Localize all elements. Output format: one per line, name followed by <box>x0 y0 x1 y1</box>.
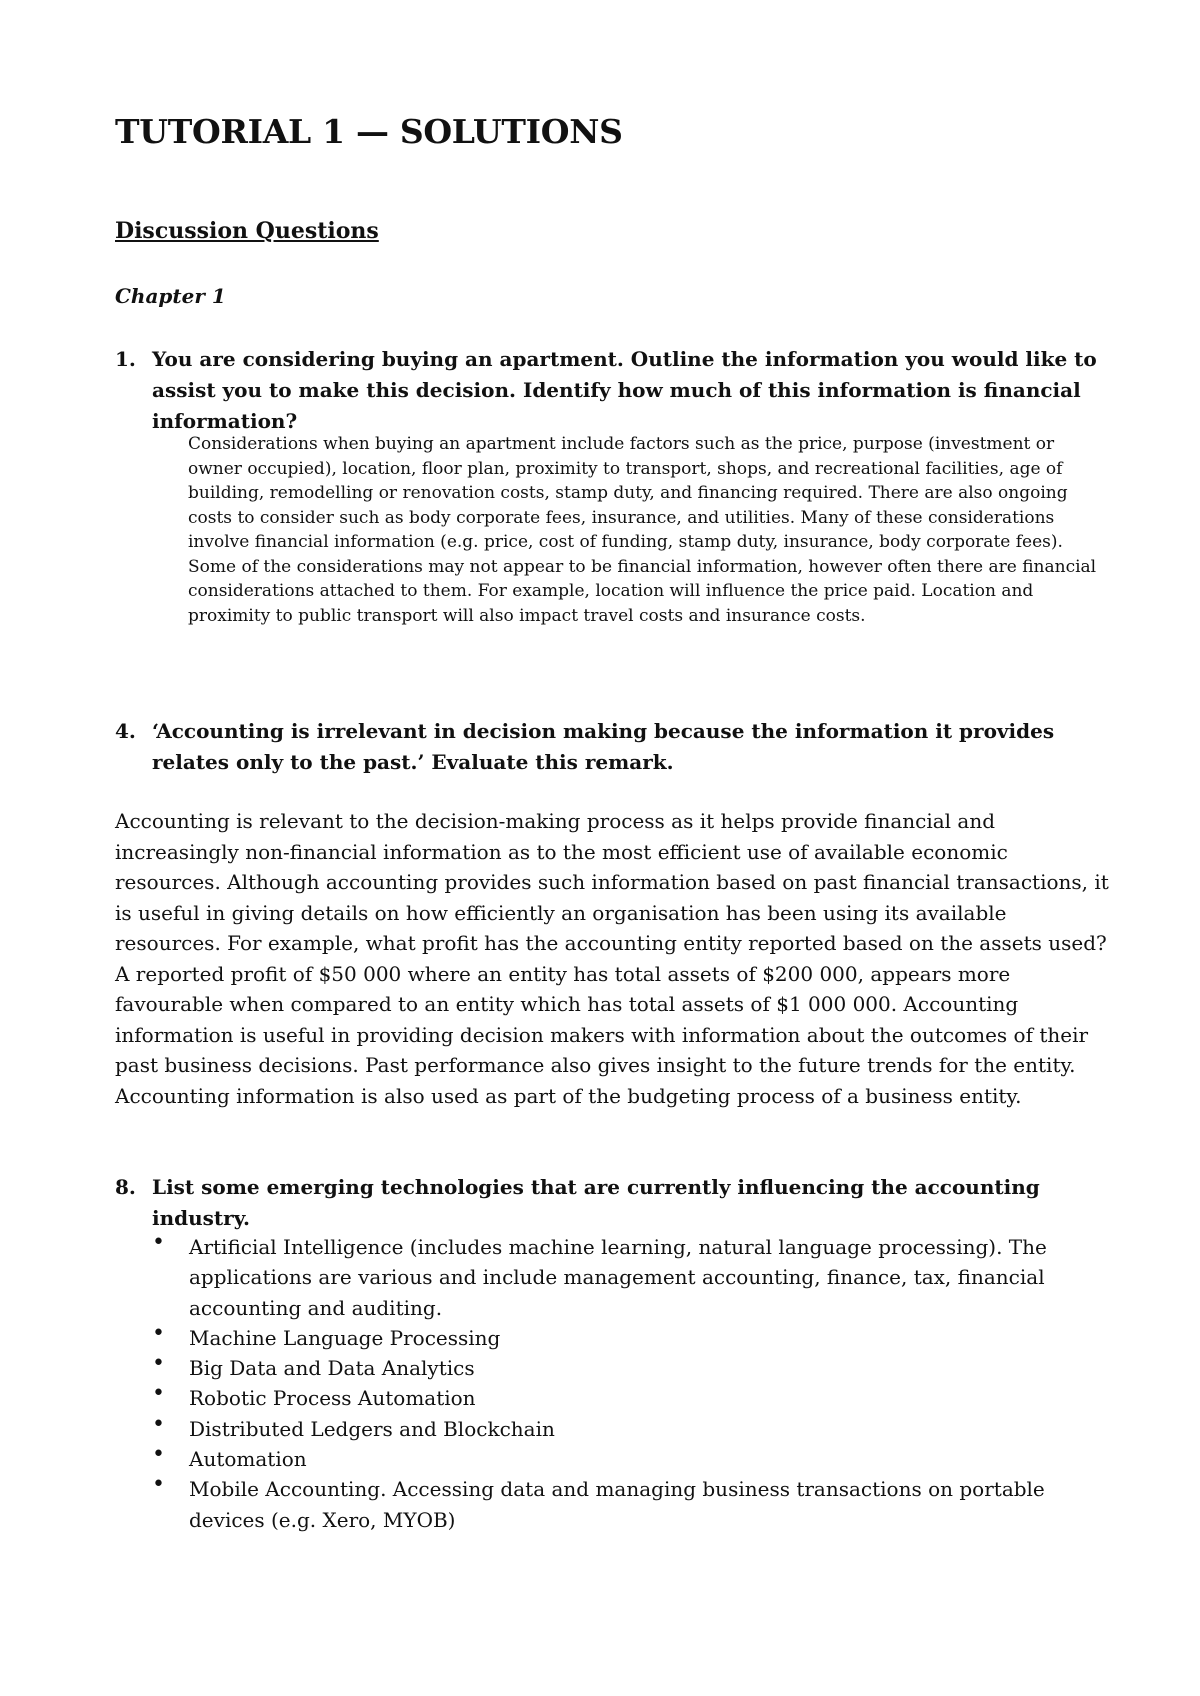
list-item <box>152 1411 1112 1444</box>
list-item-text: Big Data and Data Analytics <box>189 1356 475 1381</box>
chapter-heading: Chapter 1 <box>115 284 226 308</box>
question-1 <box>115 344 1115 437</box>
page-title: TUTORIAL 1 — SOLUTIONS <box>115 112 623 151</box>
list-item <box>152 1232 1112 1323</box>
list-item <box>152 1320 1112 1353</box>
question-text: ‘Accounting is irrelevant in decision making because the information it provides relates only to the past.’ Evaluate this remark. <box>152 719 1055 774</box>
question-4 <box>115 716 1115 778</box>
question-text: You are considering buying an apartment. Outline the information you would like to assist you to make this decision. Identify how much of this information is financial information? <box>152 347 1097 433</box>
bullet-icon: • <box>152 1320 165 1346</box>
list-item-text: Automation <box>189 1447 307 1472</box>
list-item-text: Machine Language Processing <box>189 1325 501 1350</box>
technology-list <box>152 1232 1112 1535</box>
list-item <box>152 1383 1112 1413</box>
list-item-text: Artificial Intelligence (includes machine learning, natural language processing). The applications are various and include management accounting, finance, tax, financial accounting and auditing. <box>189 1235 1047 1320</box>
list-item-text: Distributed Ledgers and Blockchain <box>189 1416 555 1441</box>
list-item-text: Robotic Process Automation <box>189 1386 476 1411</box>
section-heading: Discussion Questions <box>115 218 379 244</box>
question-8 <box>115 1172 1115 1234</box>
bullet-icon: • <box>152 1230 165 1255</box>
answer-1: Considerations when buying an apartment include factors such as the price, purpose (investment or owner occupied), location, floor plan, proximity to transport, shops, and recreational facilities, age of building, remodelling or renovation costs, stamp duty, and financing required. There are also ongoing costs to consider such as body corporate fees, insurance, and utilities. Many of these considerations involve financial information (e.g. price, cost of funding, stamp duty, insurance, body corporate fees). Some of the considerations may not appear to be financial information, however often there are financial considerations attached to them. For example, location will influence the price paid. Location and proximity to public transport will also impact travel costs and insurance costs. <box>188 434 1097 626</box>
question-text: List some emerging technologies that are currently influencing the accounting industry. <box>152 1175 1040 1230</box>
bullet-icon: • <box>152 1442 165 1468</box>
bullet-icon: • <box>152 1411 165 1437</box>
question-number: 1. <box>115 347 136 371</box>
bullet-icon: • <box>152 1472 165 1498</box>
answer-4: Accounting is relevant to the decision-making process as it helps provide financial and increasingly non-financial information as to the most efficient use of available economic resources. Although accounting provides such information based on past financial transactions, it is useful in giving details on how efficiently an organisation has been using its available resources. For example, what profit has the accounting entity reported based on the assets used? A reported profit of $50 000 where an entity has total assets of $200 000, appears more favourable when compared to an entity which has total assets of $1 000 000. Accounting information is useful in providing decision makers with information about the outcomes of their past business decisions. Past performance also gives insight to the future trends for the entity. Accounting information is also used as part of the budgeting process of a business entity. <box>115 809 1109 1108</box>
bullet-icon: • <box>152 1351 165 1377</box>
question-number: 8. <box>115 1175 136 1199</box>
list-item <box>152 1353 1112 1383</box>
list-item-text: Mobile Accounting. Accessing data and managing business transactions on portable devices (e.g. Xero, MYOB) <box>189 1477 1045 1532</box>
bullet-icon: • <box>152 1381 165 1407</box>
list-item <box>152 1474 1112 1535</box>
question-number: 4. <box>115 719 136 743</box>
list-item <box>152 1444 1112 1474</box>
